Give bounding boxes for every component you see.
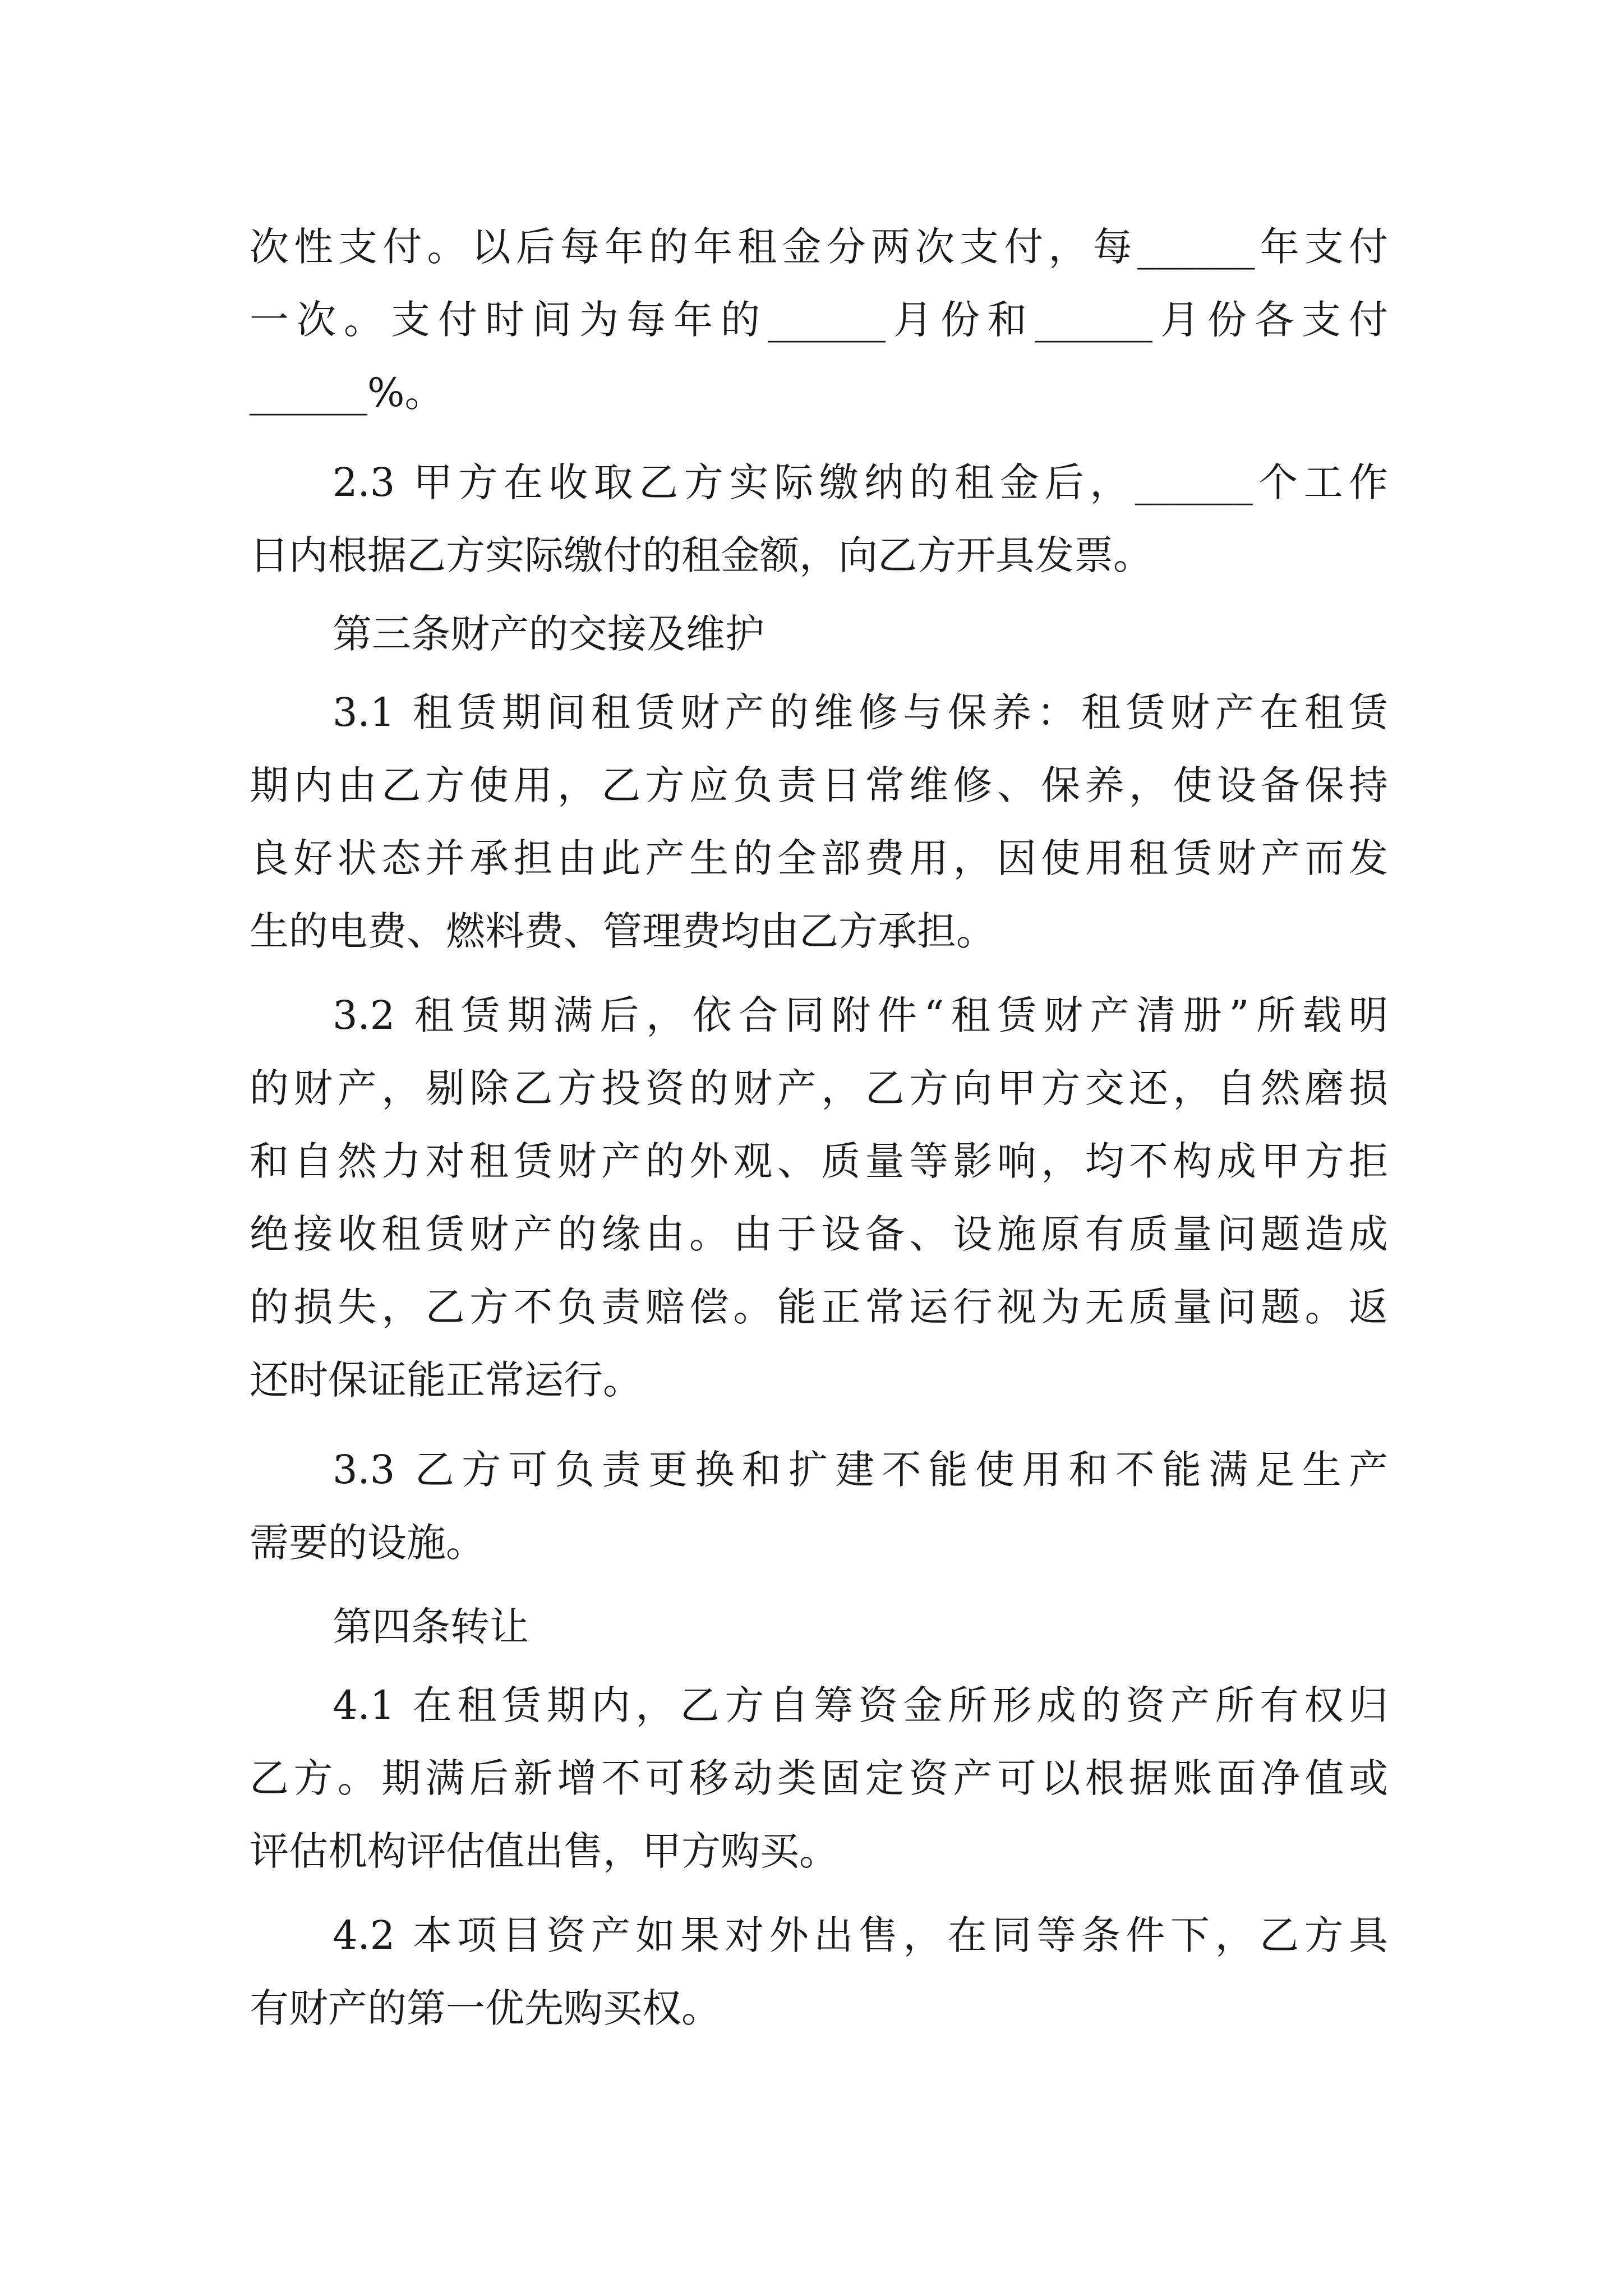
text-line: 有财产的第一优先购买权。 (250, 1985, 721, 2031)
text-line: 良好状态并承担由此产生的全部费用，因使用租赁财产而发 (250, 835, 1388, 881)
text-line: 需要的设施。 (250, 1520, 485, 1566)
text-line: 还时保证能正常运行。 (250, 1357, 642, 1403)
text-line: 日内根据乙方实际缴付的租金额，向乙方开具发票。 (250, 532, 1152, 578)
section-heading: 第三条财产的交接及维护 (333, 611, 764, 657)
text-line: 3.3 乙方可负责更换和扩建不能使用和不能满足生产 (333, 1447, 1388, 1493)
text-line: 评估机构评估值出售，甲方购买。 (250, 1828, 838, 1874)
text-line: 期内由乙方使用，乙方应负责日常维修、保养，使设备保持 (250, 762, 1388, 808)
section-heading: 第四条转让 (333, 1604, 529, 1650)
text-line: 生的电费、燃料费、管理费均由乙方承担。 (250, 908, 995, 954)
document-page (250, 0, 1388, 2296)
text-line: 的损失，乙方不负责赔偿。能正常运行视为无质量问题。返 (250, 1284, 1388, 1330)
text-line: 绝接收租赁财产的缘由。由于设备、设施原有质量问题造成 (250, 1211, 1388, 1257)
text-line: 的财产，剔除乙方投资的财产，乙方向甲方交还，自然磨损 (250, 1065, 1388, 1111)
text-line: 4.2 本项目资产如果对外出售，在同等条件下，乙方具 (333, 1912, 1388, 1958)
text-line: 一次。支付时间为每年的______月份和______月份各支付 (250, 297, 1388, 343)
text-line: 2.3 甲方在收取乙方实际缴纳的租金后，______个工作 (333, 459, 1388, 505)
text-line: 次性支付。以后每年的年租金分两次支付，每______年支付 (250, 224, 1388, 270)
text-line: 3.1 租赁期间租赁财产的维修与保养：租赁财产在租赁 (333, 689, 1388, 735)
text-line: ______%。 (250, 370, 444, 416)
text-line: 乙方。期满后新增不可移动类固定资产可以根据账面净值或 (250, 1755, 1388, 1801)
text-line: 4.1 在租赁期内，乙方自筹资金所形成的资产所有权归 (333, 1682, 1388, 1728)
text-line: 3.2 租赁期满后，依合同附件“租赁财产清册”所载明 (333, 992, 1388, 1038)
text-line: 和自然力对租赁财产的外观、质量等影响，均不构成甲方拒 (250, 1138, 1388, 1184)
